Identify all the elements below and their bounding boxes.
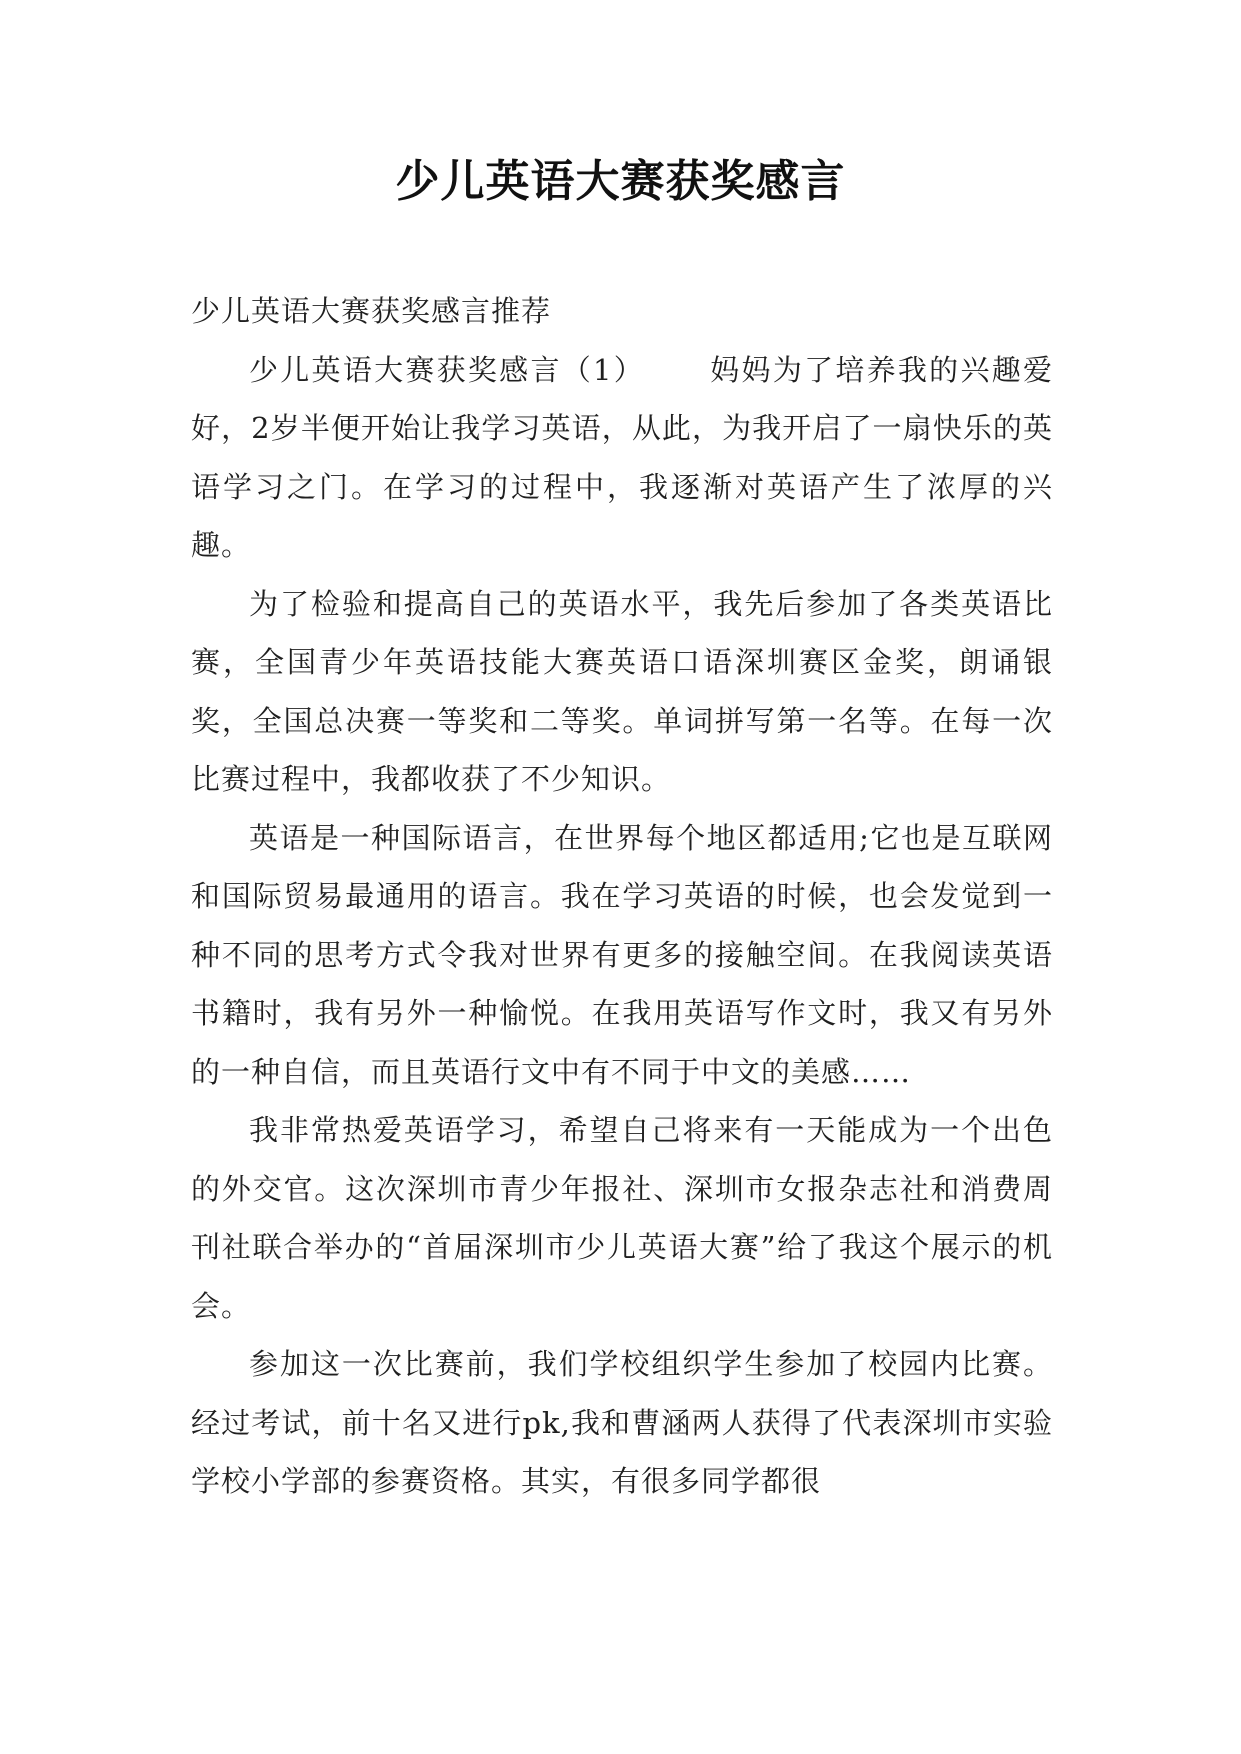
paragraph-1-heading: 少儿英语大赛获奖感言（1） (249, 352, 645, 387)
paragraph-4: 我非常热爱英语学习，希望自己将来有一天能成为一个出色的外交官。这次深圳市青少年报社、深圳市女报杂志社和消费周刊社联合举办的“首届深圳市少儿英语大赛”给了我这个展示的机会。 (191, 1113, 1053, 1323)
paragraph-1-text: 妈妈为了培养我的兴趣爱好，2岁半便开始让我学习英语，从此，为我开启了一扇快乐的英语学习之门。在学习的过程中，我逐渐对英语产生了浓厚的兴趣。 (191, 352, 1053, 562)
document-title: 少儿英语大赛获奖感言 (395, 156, 846, 207)
document-body (191, 282, 1053, 1511)
document-subtitle: 少儿英语大赛获奖感言推荐 (191, 294, 552, 328)
paragraph-5: 参加这一次比赛前，我们学校组织学生参加了校园内比赛。经过考试，前十名又进行pk,我和曹涵两人获得了代表深圳市实验学校小学部的参赛资格。其实，有很多同学都很 (191, 1347, 1053, 1498)
paragraph-2: 为了检验和提高自己的英语水平，我先后参加了各类英语比赛，全国青少年英语技能大赛英语口语深圳赛区金奖，朗诵银奖，全国总决赛一等奖和二等奖。单词拼写第一名等。在每一次比赛过程中，我都收获了不少知识。 (191, 586, 1053, 796)
paragraph-1 (191, 341, 1053, 575)
paragraph-3: 英语是一种国际语言，在世界每个地区都适用;它也是互联网和国际贸易最通用的语言。我在学习英语的时候，也会发觉到一种不同的思考方式令我对世界有更多的接触空间。在我阅读英语书籍时，我有另外一种愉悦。在我用英语写作文时，我又有另外的一种自信，而且英语行文中有不同于中文的美感…… (191, 820, 1053, 1089)
